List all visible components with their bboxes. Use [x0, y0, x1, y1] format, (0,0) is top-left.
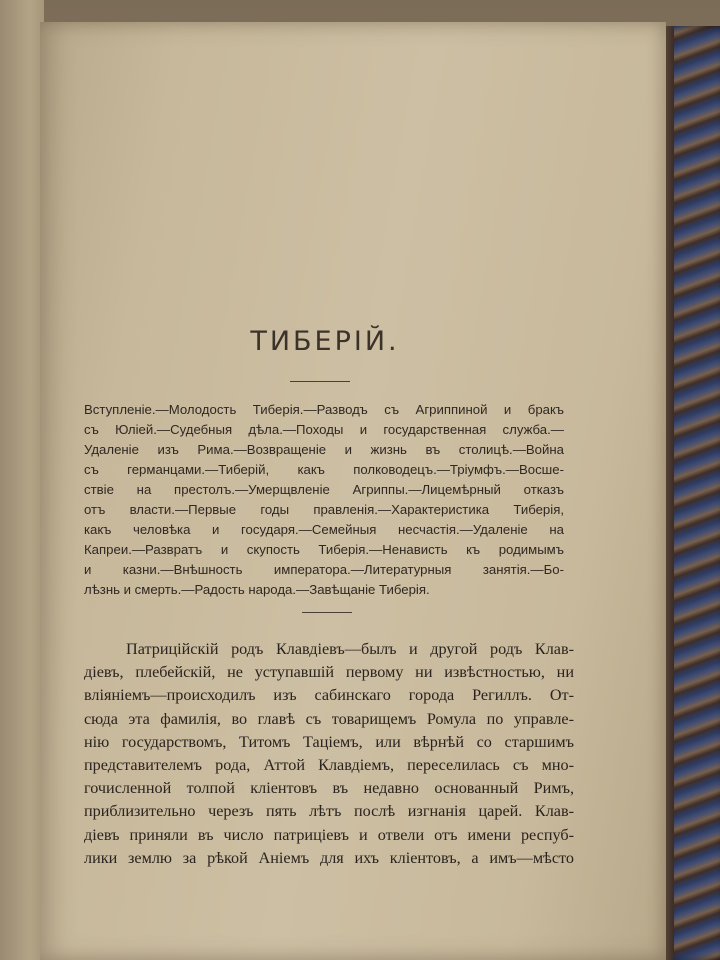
body-line: діевъ приняли въ число патриціевъ и отвели отъ имени респуб-: [84, 825, 574, 844]
body-line: Патриційскій родъ Клавдіевъ—былъ и другой родъ Клав-: [126, 640, 574, 658]
summary-line: и казни.—Внѣшность императора.—Литературныя занятія.—Бо-: [84, 562, 564, 577]
summary-line: лѣзнь и смерть.—Радость народа.—Завѣщаніе Тиберія.: [84, 582, 430, 597]
chapter-summary: [84, 400, 564, 600]
summary-line: какъ человѣка и государя.—Семейныя несчастія.—Удаленіе на: [84, 522, 564, 537]
body-line: діевъ, плебейскій, не уступавшій первому ни извѣстностью, ни: [84, 663, 574, 682]
summary-line: Вступленіе.—Молодость Тиберія.—Разводъ съ Агриппиной и бракъ: [84, 402, 564, 417]
body-line: лики землю за рѣкой Аніемъ для ихъ кліентовъ, а имъ—мѣсто: [84, 848, 574, 867]
body-paragraph: [84, 638, 574, 870]
chapter-title: ТИБЕРІЙ.: [250, 326, 400, 357]
summary-line: ствіе на престолъ.—Умерщвленіе Агриппы.—Лицемѣрный отказъ: [84, 482, 564, 497]
summary-line: Удаленіе изъ Рима.—Возвращеніе и жизнь въ столицѣ.—Война: [84, 442, 564, 457]
summary-line: съ германцами.—Тиберій, какъ полководецъ.—Тріумфъ.—Восше-: [84, 462, 564, 477]
summary-divider: [302, 612, 352, 613]
title-divider: [290, 381, 350, 382]
body-line: представителемъ рода, Аттой Клавдіемъ, переселилась съ мно-: [84, 756, 574, 775]
body-line: приблизительно черезъ пять лѣтъ послѣ изгнанія царей. Клав-: [84, 802, 574, 821]
summary-line: отъ власти.—Первые годы правленія.—Характеристика Тиберія,: [84, 502, 564, 517]
body-line: нію государствомъ, Титомъ Таціемъ, или вѣрнѣй со старшимъ: [84, 732, 574, 751]
body-line: гочисленной толпой кліентовъ въ недавно основанный Римъ,: [84, 779, 574, 798]
body-line: сюда эта фамилія, во главѣ съ товарищемъ Ромула по управле-: [84, 709, 574, 728]
summary-line: съ Юліей.—Судебныя дѣла.—Походы и государственная служба.—: [84, 422, 564, 437]
summary-line: Капреи.—Развратъ и скупость Тиберія.—Ненависть къ родимымъ: [84, 542, 564, 557]
previous-page-edge: [0, 0, 44, 960]
body-line: вліяніемъ—происходилъ изъ сабинскаго города Региллъ. От-: [84, 686, 574, 705]
